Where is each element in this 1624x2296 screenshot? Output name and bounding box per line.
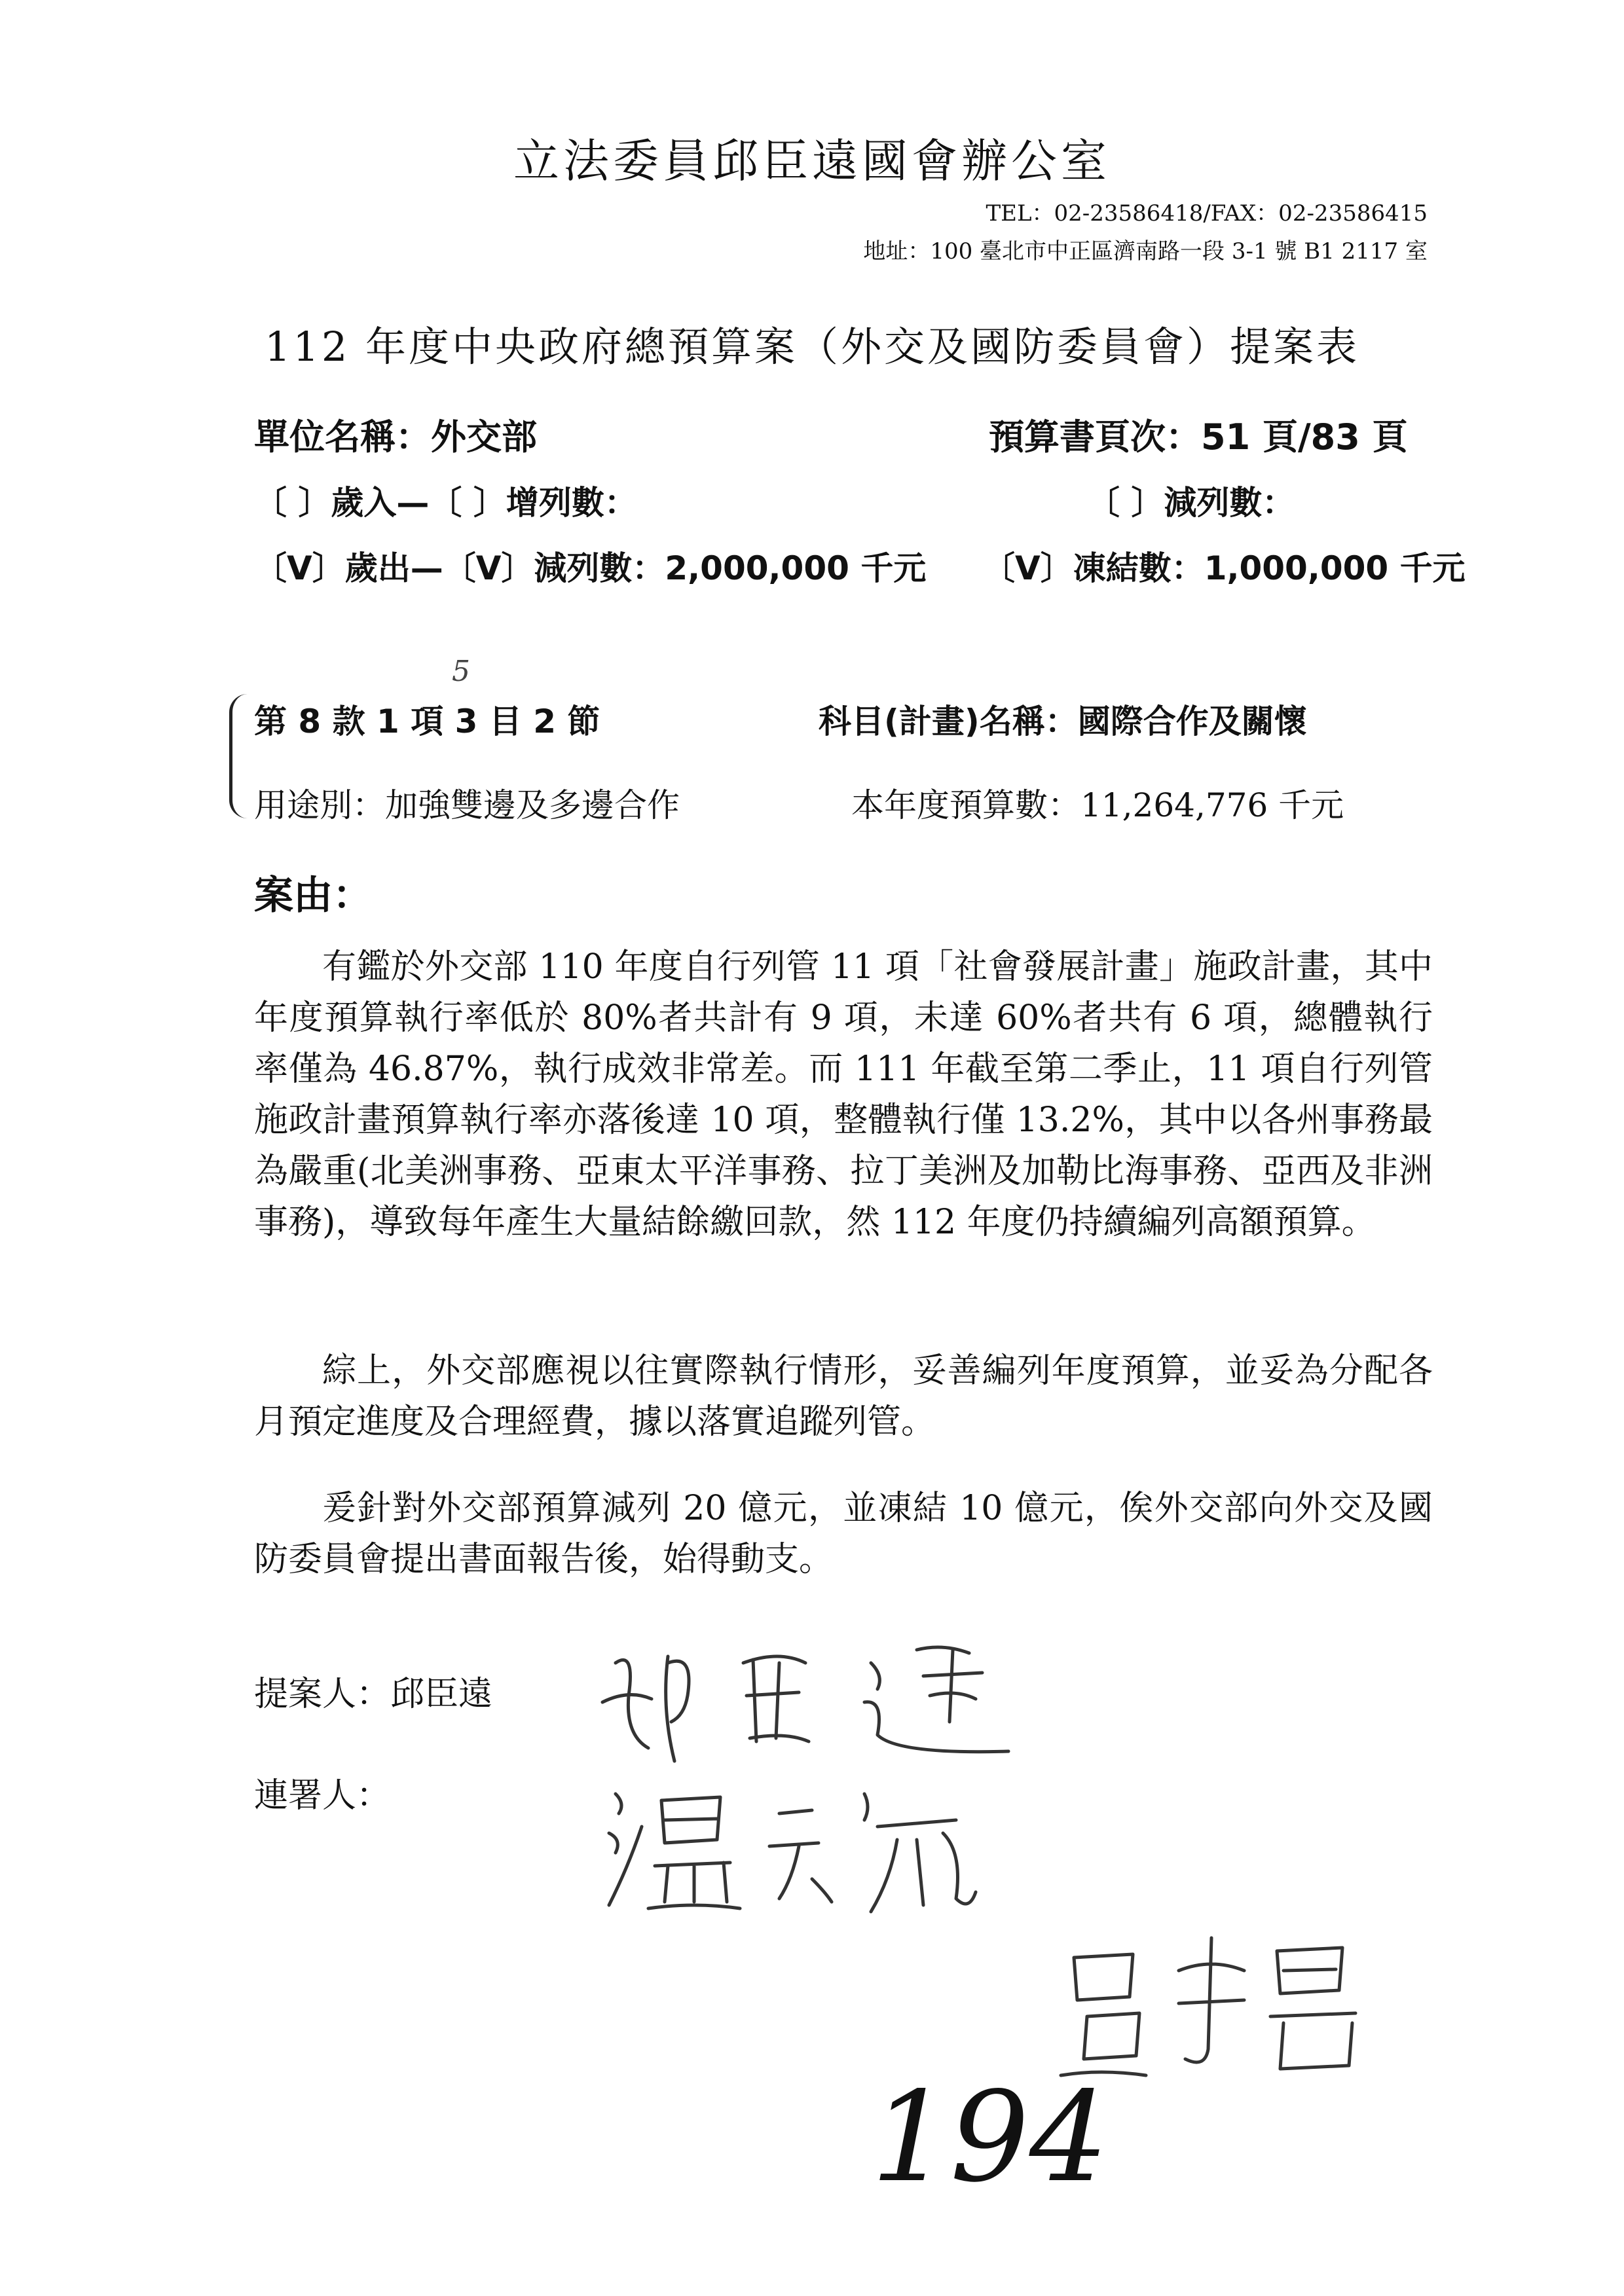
bracket-brace	[229, 694, 252, 818]
unit-name: 單位名稱：外交部	[254, 416, 537, 458]
budget-section: 第 8 款 1 項 3 目 2 節	[254, 702, 600, 740]
phone-fax: TEL：02-23586418/FAX：02-23586415	[986, 200, 1428, 227]
budget-pages: 預算書頁次：51 頁/83 頁	[989, 416, 1408, 458]
reason-paragraph-3: 爰針對外交部預算減列 20 億元，並凍結 10 億元，俟外交部向外交及國防委員會提出書面報告後，始得動支。	[254, 1489, 1433, 1579]
handwritten-correction: 5	[452, 655, 470, 688]
reason-heading: 案由：	[254, 873, 372, 919]
cosigner-signature-1	[589, 1768, 982, 1925]
expenditure-decrease: 〔V〕歲出—〔V〕減列數：2,000,000 千元	[254, 549, 927, 587]
proposer-label: 提案人：邱臣遠	[254, 1675, 493, 1714]
reason-paragraph-2: 綜上，外交部應視以往實際執行情形，妥善編列年度預算，並妥為分配各月預定進度及合理經費，據以落實追蹤列管。	[254, 1351, 1433, 1442]
office-address: 地址：100 臺北市中正區濟南路一段 3-1 號 B1 2117 室	[863, 238, 1428, 264]
page-number: 194	[871, 2069, 1109, 2210]
subject-name: 科目(計畫)名稱：國際合作及關懷	[819, 702, 1307, 740]
revenue-line: 〔 〕歲入—〔 〕增列數：	[254, 484, 637, 522]
expenditure-freeze: 〔V〕凍結數：1,000,000 千元	[982, 549, 1466, 587]
cosigner-label: 連署人：	[254, 1776, 391, 1815]
revenue-decrease: 〔 〕減列數：	[1087, 484, 1295, 522]
purpose: 用途別：加強雙邊及多邊合作	[254, 786, 680, 824]
office-name: 立法委員邱臣遠國會辦公室	[513, 134, 1111, 188]
cosigner-signature-2	[1048, 1918, 1388, 2088]
annual-budget: 本年度預算數：11,264,776 千元	[851, 786, 1344, 824]
page-number-digits	[858, 2069, 1172, 2213]
proposer-signature	[589, 1624, 1035, 1774]
document-title: 112 年度中央政府總預算案（外交及國防委員會）提案表	[264, 323, 1360, 371]
reason-paragraph-1: 有鑑於外交部 110 年度自行列管 11 項「社會發展計畫」施政計畫，其中年度預算執行率低於 80%者共計有 9 項，未達 60%者共有 6 項，總體執行率僅為 46.87%，執行成效非常差。而 111 年截至第二季止，11 項自行列管施政計畫預算執行率亦落後達 10 項，整體執行僅 13.2%，其中以各州事務最為嚴重(北美洲事務、亞東太平洋事務、拉丁美洲及加勒比海事務、亞西及非洲事務)，導致每年產生大量結餘繳回款，然 112 年度仍持續編列高額預算。	[254, 947, 1433, 1242]
